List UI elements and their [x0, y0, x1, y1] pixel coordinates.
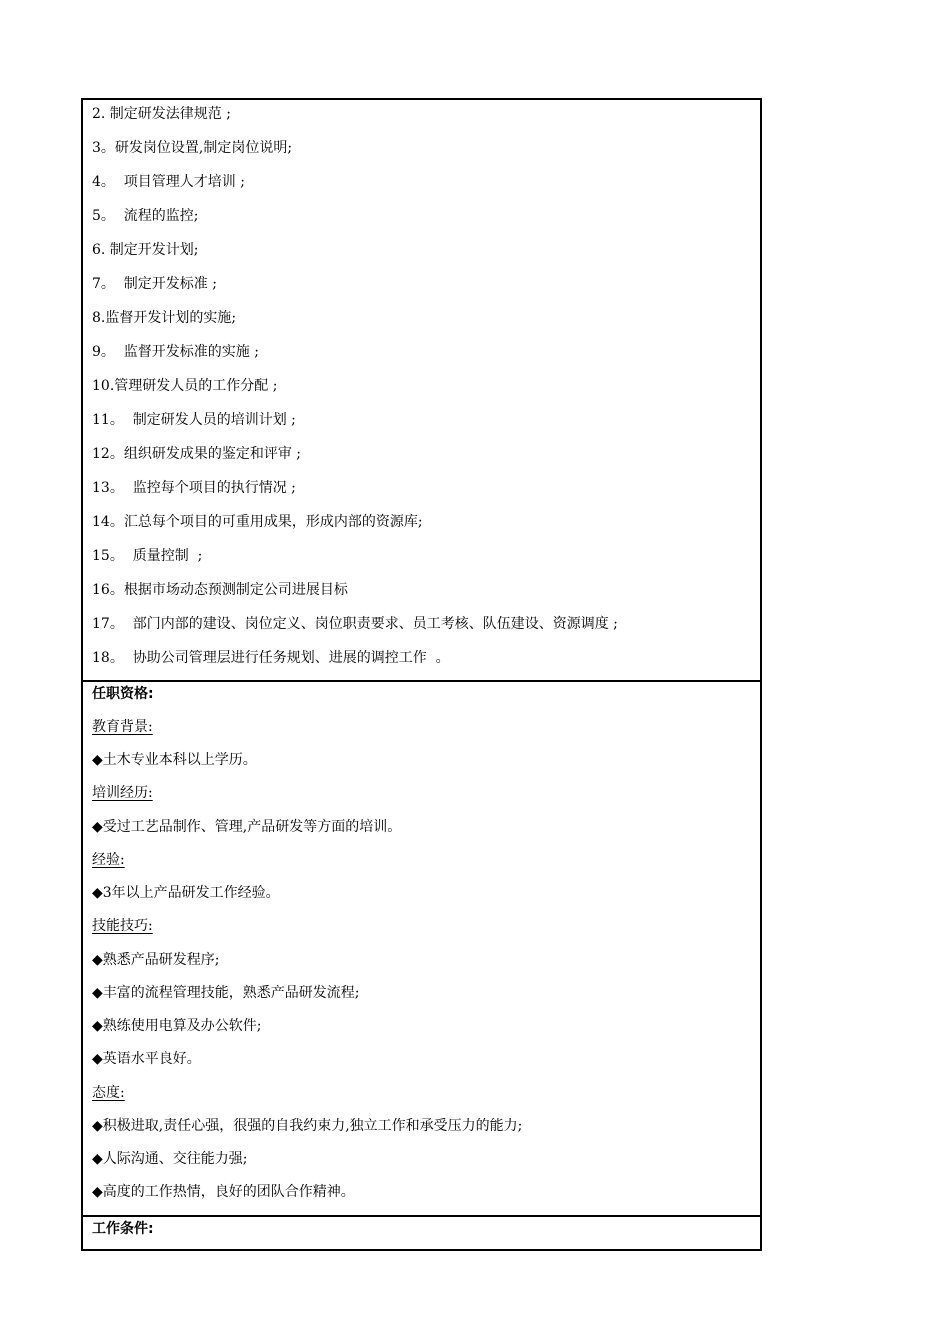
skills-item: ◆丰富的流程管理技能，熟悉产品研发流程;: [92, 985, 360, 1001]
skills-item: ◆英语水平良好。: [92, 1051, 201, 1067]
duty-item: 12。组织研发成果的鉴定和评审 ;: [92, 446, 301, 462]
job-description-table: [81, 98, 762, 1251]
duty-item: 2. 制定研发法律规范 ;: [92, 106, 231, 122]
attitude-label: 态度:: [92, 1085, 125, 1101]
duty-item: 9。 监督开发标准的实施 ;: [92, 344, 259, 360]
duty-item: 14。汇总每个项目的可重用成果，形成内部的资源库;: [92, 514, 423, 530]
qualifications-heading: 任职资格:: [92, 686, 154, 702]
duties-section: [83, 100, 760, 682]
duty-item: 15。 质量控制 ;: [92, 548, 203, 564]
attitude-item: ◆高度的工作热情，良好的团队合作精神。: [92, 1184, 355, 1200]
education-label: 教育背景:: [92, 719, 153, 735]
conditions-section: [83, 1215, 760, 1249]
duty-item: 11。 制定研发人员的培训计划 ;: [92, 412, 296, 428]
skills-item: ◆熟悉产品研发程序;: [92, 952, 220, 968]
duty-item: 17。 部门内部的建设、岗位定义、岗位职责要求、员工考核、队伍建设、资源调度 ;: [92, 616, 618, 632]
duty-item: 3。研发岗位设置,制定岗位说明;: [92, 140, 293, 156]
experience-label: 经验:: [92, 852, 125, 868]
skills-label: 技能技巧:: [92, 918, 153, 934]
duty-item: 4。 项目管理人才培训 ;: [92, 174, 245, 190]
training-label: 培训经历:: [92, 785, 153, 801]
duty-item: 5。 流程的监控;: [92, 208, 199, 224]
experience-item: ◆3年以上产品研发工作经验。: [92, 885, 280, 901]
duty-item: 8.监督开发计划的实施;: [92, 310, 237, 326]
conditions-heading: 工作条件:: [92, 1221, 154, 1237]
duty-item: 16。根据市场动态预测制定公司进展目标: [92, 582, 348, 598]
education-item: ◆土木专业本科以上学历。: [92, 752, 257, 768]
attitude-item: ◆人际沟通、交往能力强;: [92, 1151, 248, 1167]
qualifications-section: [83, 680, 760, 1217]
duty-item: 10.管理研发人员的工作分配 ;: [92, 378, 278, 394]
attitude-item: ◆积极进取,责任心强，很强的自我约束力,独立工作和承受压力的能力;: [92, 1118, 523, 1134]
duty-item: 6. 制定开发计划;: [92, 242, 199, 258]
skills-item: ◆熟练使用电算及办公软件;: [92, 1018, 262, 1034]
training-item: ◆受过工艺品制作、管理,产品研发等方面的培训。: [92, 819, 402, 835]
duty-item: 7。 制定开发标准 ;: [92, 276, 217, 292]
duty-item: 18。 协助公司管理层进行任务规划、进展的调控工作 。: [92, 650, 450, 666]
duty-item: 13。 监控每个项目的执行情况 ;: [92, 480, 296, 496]
